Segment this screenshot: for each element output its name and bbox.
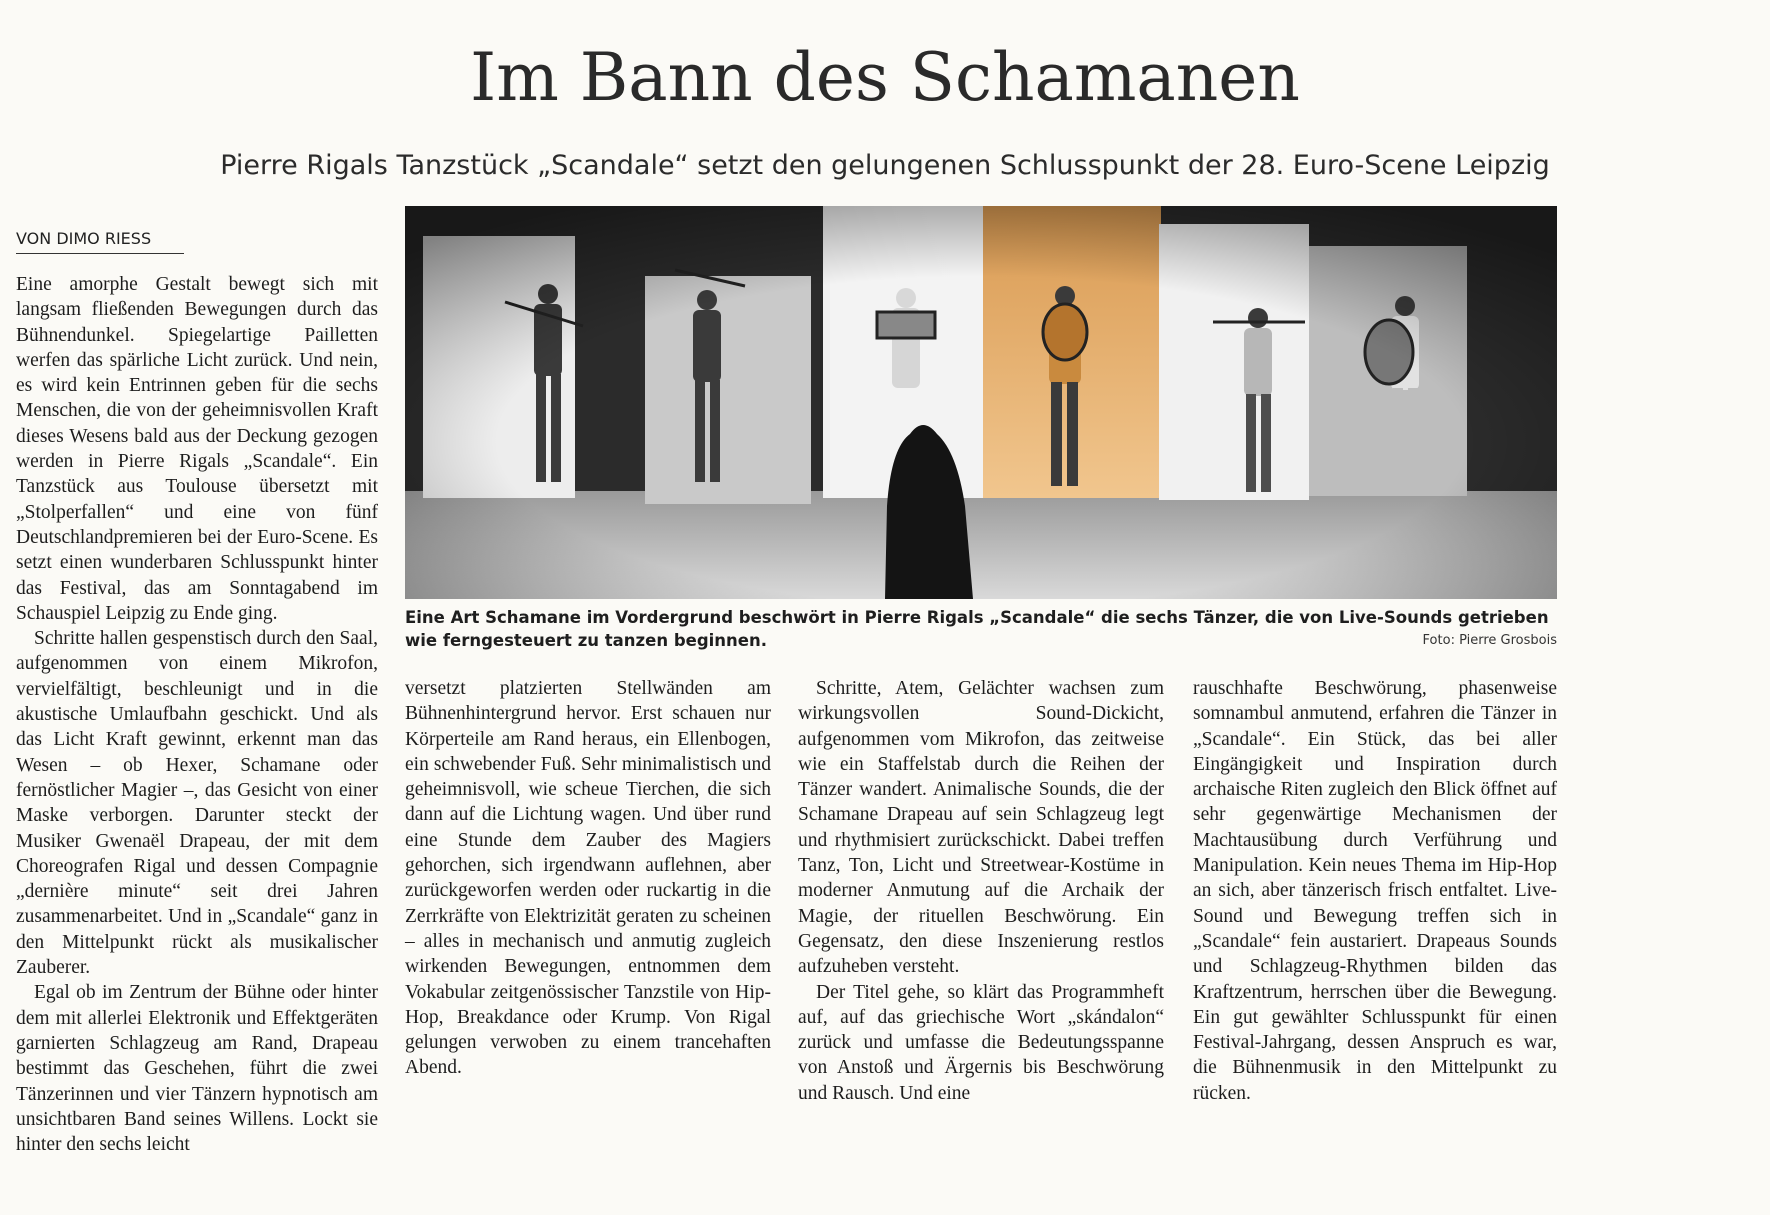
photo-caption: Eine Art Schamane im Vordergrund beschwört in Pierre Rigals „Scandale“ die sechs Tänzer, die von Live-Sounds getrieben wie ferngesteuert zu tanzen beginnen. (405, 608, 1549, 650)
photo-credit: Foto: Pierre Grosbois (1422, 633, 1557, 648)
text-column-4 (1193, 676, 1557, 1106)
paragraph: Egal ob im Zentrum der Bühne oder hinter dem mit allerlei Elektronik und Effektgeräten garnierten Schlagzeug am Rand, Drapeau bestimmt das Geschehen, führt die zwei Tänzerinnen und vier Tänzern hypnotisch am unsichtbaren Band seines Willens. Lockt sie hinter den sechs leicht (16, 982, 378, 1156)
text-column-2 (405, 676, 771, 1081)
text-column-1 (16, 272, 378, 1157)
paragraph: Schritte, Atem, Gelächter wachsen zum wirkungsvollen Sound-Dickicht, aufgenommen vom Mikrofon, das zeitweise wie ein Staffelstab durch die Reihen der Tänzer wandert. Animalische Sounds, die der Schamane Drapeau auf sein Schlagzeug legt und rhythmisiert zurückschickt. Dabei treffen Tanz, Ton, Licht und Streetwear-Kostüme in moderner Anmutung auf die Archaik der Magie, der rituellen Beschwörung. Ein Gegensatz, den diese Inszenierung restlos aufzuheben versteht. (798, 678, 1164, 978)
stage-photo-illustration (405, 206, 1557, 599)
article-subheadline: Pierre Rigals Tanzstück „Scandale“ setzt den gelungenen Schlusspunkt der 28. Euro-Scene Leipzig (220, 150, 1550, 181)
paragraph: rauschhafte Beschwörung, phasenweise somnambul anmutend, erfahren die Tänzer in „Scandale“. Ein Stück, das bei aller Eingängigkeit und Inspiration durch archaische Riten zugleich den Blick öffnet auf sehr gegenwärtige Mechanismen der Machtausübung durch Verführung und Manipulation. Kein neues Thema im Hip-Hop an sich, aber tänzerisch frisch entfaltet. Live-Sound und Bewegung treffen sich in „Scandale“ fein austariert. Drapeaus Sounds und Schlagzeug-Rhythmen bilden das Kraftzentrum, herrschen über die Bewegung. Ein gut gewählter Schlusspunkt für einen Festival-Jahrgang, dessen Anspruch es war, die Bühnenmusik in den Mittelpunkt zu rücken. (1193, 678, 1557, 1104)
paragraph: Schritte hallen gespenstisch durch den Saal, aufgenommen von einem Mikrofon, vervielfältigt, beschleunigt und in die akustische Umlaufbahn geschickt. Und als das Licht Kraft gewinnt, erkennt man das Wesen – ob Hexer, Schamane oder fernöstlicher Magier –, das Gesicht von einer Maske verborgen. Darunter steckt der Musiker Gwenaël Drapeau, der mit dem Choreografen Rigal und dessen Compagnie „dernière minute“ seit drei Jahren zusammenarbeitet. Und in „Scandale“ ganz in den Mittelpunkt rückt als musikalischer Zauberer. (16, 628, 378, 979)
paragraph: Eine amorphe Gestalt bewegt sich mit langsam fließenden Bewegungen durch das Bühnendunkel. Spiegelartige Pailletten werfen das spärliche Licht zurück. Und nein, es wird kein Entrinnen geben für die sechs Menschen, die von der geheimnisvollen Kraft dieses Wesens bald aus der Deckung gezogen werden in Pierre Rigals „Scandale“. Ein Tanzstück aus Toulouse übersetzt mit „Stolperfallen“ und eine von fünf Deutschlandpremieren bei der Euro-Scene. Es setzt einen wunderbaren Schlusspunkt hinter das Festival, das am Sonntagabend im Schauspiel Leipzig zu Ende ging. (16, 274, 378, 624)
paragraph: versetzt platzierten Stellwänden am Bühnenhintergrund hervor. Erst schauen nur Körperteile am Rand heraus, ein Ellenbogen, ein schwebender Fuß. Sehr minimalistisch und geheimnisvoll, wie scheue Tierchen, die sich dann auf die Lichtung wagen. Und über rund eine Stunde dem Zauber des Magiers gehorchen, sich irgendwann auflehnen, aber zurückgeworfen werden oder ruckartig in die Zerrkräfte von Elektrizität geraten zu scheinen – alles in mechanisch und anmutig zugleich wirkenden Bewegungen, entnommen dem Vokabular zeitgenössischer Tanzstile von Hip-Hop, Breakdance oder Krump. Von Rigal gelungen verwoben zu einem trancehaften Abend. (405, 678, 771, 1079)
author-byline: VON DIMO RIESS (16, 228, 184, 254)
article-headline: Im Bann des Schamanen (470, 39, 1300, 116)
stage-photo (405, 206, 1557, 599)
paragraph: Der Titel gehe, so klärt das Programmheft auf, auf das griechische Wort „skándalon“ zurück und umfasse die Bedeutungsspanne von Anstoß und Ärgernis bis Beschwörung und Rausch. Und eine (798, 981, 1164, 1104)
text-column-3 (798, 676, 1164, 1106)
